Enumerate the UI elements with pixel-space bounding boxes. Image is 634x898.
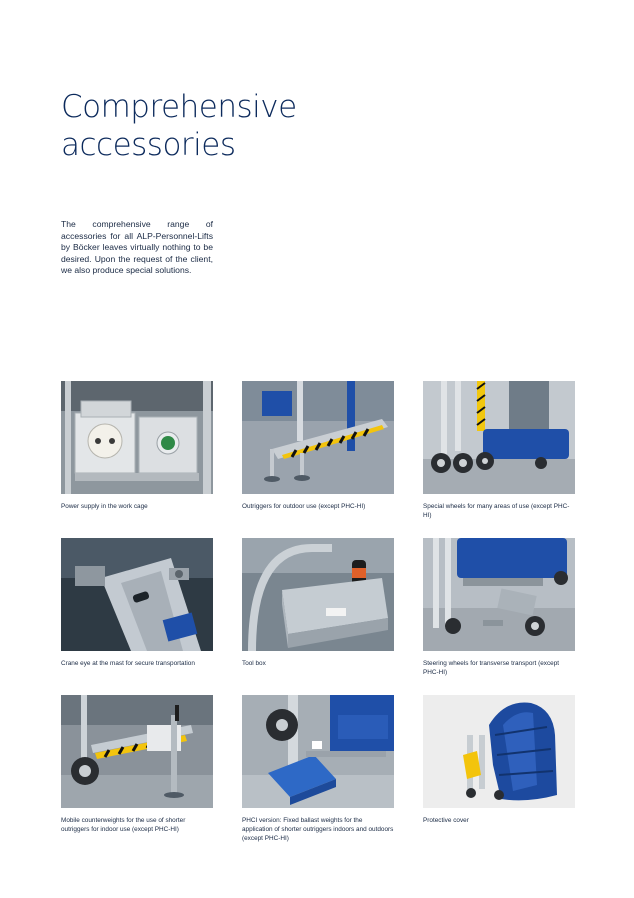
accessory-tile-special-wheels [423, 381, 575, 520]
counterweights-photo [61, 695, 213, 808]
accessory-tile-ballast-weights [242, 695, 394, 843]
accessory-caption: Special wheels for many areas of use (except PHC-HI) [423, 503, 570, 519]
accessory-tile-tool-box [242, 538, 394, 668]
intro-paragraph: The comprehensive range of accessories for all ALP-Personnel-Lifts by Böcker leaves virtually nothing to be desired. Upon the request of the client, we also produce special solutions. [61, 219, 213, 276]
steering-wheels-photo [423, 538, 575, 651]
protective-cover-photo [423, 695, 575, 808]
crane-eye-photo [61, 538, 213, 651]
accessory-caption: Crane eye at the mast for secure transportation [61, 660, 195, 667]
accessory-tile-power-supply [61, 381, 213, 511]
outriggers-photo [242, 381, 394, 494]
title-line-1: Comprehensive [61, 89, 297, 125]
accessory-caption: Outriggers for outdoor use (except PHC-HI) [242, 503, 366, 510]
title-line-2: accessories [61, 127, 236, 163]
accessory-caption: Power supply in the work cage [61, 503, 148, 510]
tool-box-photo [242, 538, 394, 651]
power-socket-photo [61, 381, 213, 494]
accessory-caption: PHCI version: Fixed ballast weights for the application of shorter outriggers indoors and outdoors (except PHC-HI) [242, 817, 394, 842]
accessory-caption: Mobile counterweights for the use of shorter outriggers for indoor use (except PHC-HI) [61, 817, 186, 833]
accessory-caption: Steering wheels for transverse transport (except PHC-HI) [423, 660, 560, 676]
accessory-caption: Tool box [242, 660, 266, 667]
accessory-tile-steering-wheels [423, 538, 575, 677]
accessory-tile-crane-eye [61, 538, 213, 668]
ballast-weights-photo [242, 695, 394, 808]
page-title [61, 88, 297, 164]
special-wheels-photo [423, 381, 575, 494]
accessory-tile-protective-cover [423, 695, 575, 825]
accessory-caption: Protective cover [423, 817, 469, 824]
accessory-tile-outriggers [242, 381, 394, 511]
accessory-tile-counterweights [61, 695, 213, 834]
